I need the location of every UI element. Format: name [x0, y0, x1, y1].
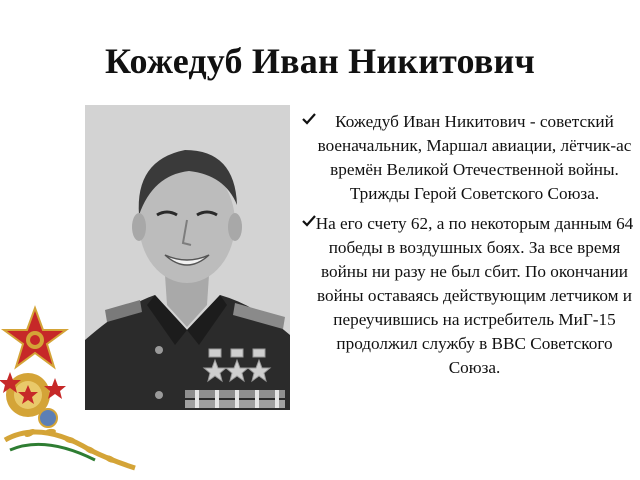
checkmark-icon [302, 112, 316, 126]
order-medals-decoration [0, 300, 140, 480]
bullet-item [300, 110, 635, 206]
bullet-item [300, 212, 635, 380]
bullet-list [300, 110, 635, 386]
checkmark-icon [302, 214, 316, 228]
bullet-text: Кожедуб Иван Никитович - советский военачальник, Маршал авиации, лётчик-ас времён Великой Отечественной войны. Трижды Герой Советского Союза. [317, 112, 632, 203]
bullet-text: На его счету 62, а по некоторым данным 64 победы в воздушных боях. За все время войны ни разу не был сбит. По окончании войны оставаясь действующим летчиком и переучившись на истребитель МиГ-15 продолжил службу в ВВС Советского Союза. [315, 214, 634, 377]
slide-title: Кожедуб Иван Никитович [105, 41, 535, 81]
